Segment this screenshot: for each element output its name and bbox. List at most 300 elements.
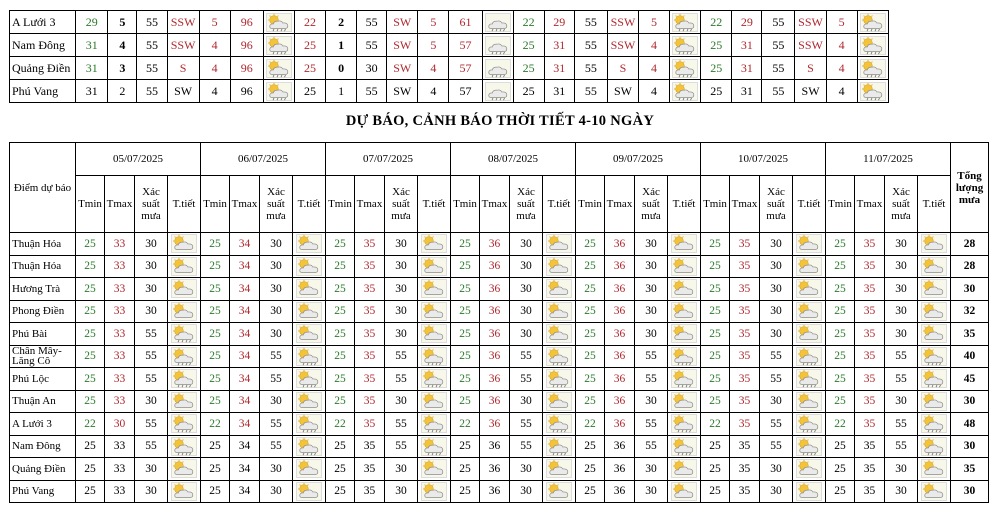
weather-cell xyxy=(668,390,701,413)
sun-cloud-rain-icon xyxy=(672,13,698,32)
tmin-cell: 25 xyxy=(76,390,105,413)
rain-probability-cell: 30 xyxy=(385,300,418,323)
date-header: 07/07/2025 xyxy=(326,143,451,176)
rain-probability-cell: 30 xyxy=(135,233,168,256)
value-cell: 55 xyxy=(357,80,387,103)
weather-cell xyxy=(418,345,451,368)
weather-cell xyxy=(168,368,201,391)
place-name: Quảng Điền xyxy=(10,458,76,481)
sun-cloud-icon xyxy=(171,279,197,298)
rain-probability-cell: 30 xyxy=(760,300,793,323)
place-name: Thuận Hóa xyxy=(10,255,76,278)
weather-cell xyxy=(668,435,701,458)
tmax-cell: 35 xyxy=(855,368,885,391)
place-name: Quảng Điền xyxy=(10,57,76,80)
rain-probability-cell: 55 xyxy=(760,368,793,391)
value-cell: 31 xyxy=(732,57,762,80)
tmin-cell: 25 xyxy=(76,345,105,368)
weather-cell xyxy=(293,345,326,368)
value-cell: 1 xyxy=(326,34,357,57)
prob-header: Xác suất mưa xyxy=(885,176,918,233)
value-cell: 31 xyxy=(544,34,574,57)
rain-probability-cell: 30 xyxy=(885,255,918,278)
tmin-cell: 25 xyxy=(326,233,355,256)
rain-probability-cell: 30 xyxy=(135,278,168,301)
date-header: 09/07/2025 xyxy=(576,143,701,176)
rain-probability-cell: 30 xyxy=(510,255,543,278)
tmin-cell: 25 xyxy=(76,435,105,458)
weather-cell xyxy=(793,435,826,458)
rain-probability-cell: 30 xyxy=(510,458,543,481)
sun-cloud-icon xyxy=(296,392,322,411)
tmax-cell: 35 xyxy=(730,278,760,301)
table-row xyxy=(10,57,889,80)
tmin-cell: 25 xyxy=(326,323,355,346)
weather-cell xyxy=(418,300,451,323)
tmin-cell: 25 xyxy=(451,300,480,323)
sun-cloud-icon xyxy=(921,234,947,253)
weather-cell xyxy=(668,345,701,368)
tmax-cell: 35 xyxy=(730,435,760,458)
weather-cell xyxy=(168,345,201,368)
sun-cloud-icon xyxy=(421,257,447,276)
tmax-cell: 36 xyxy=(605,255,635,278)
tmin-cell: 25 xyxy=(76,233,105,256)
rain-probability-cell: 30 xyxy=(885,458,918,481)
weather-cell xyxy=(793,390,826,413)
date-header: 06/07/2025 xyxy=(201,143,326,176)
tmin-cell: 25 xyxy=(451,368,480,391)
weather-cell xyxy=(918,323,951,346)
sun-cloud-icon xyxy=(671,257,697,276)
value-cell: 25 xyxy=(701,34,732,57)
tmin-cell: 25 xyxy=(451,323,480,346)
tmin-cell: 25 xyxy=(326,435,355,458)
value-cell: S xyxy=(607,57,638,80)
table-row xyxy=(10,300,989,323)
weather-cell xyxy=(670,57,701,80)
rain-probability-cell: 30 xyxy=(385,323,418,346)
tmin-cell: 22 xyxy=(326,413,355,436)
sun-cloud-rain-icon xyxy=(672,59,698,78)
rain-probability-cell: 30 xyxy=(135,255,168,278)
place-name: Hương Trà xyxy=(10,278,76,301)
weather-cell xyxy=(857,34,888,57)
value-cell: 55 xyxy=(357,34,387,57)
wx-header: T.tiết xyxy=(793,176,826,233)
tmin-cell: 25 xyxy=(76,368,105,391)
value-cell: SW xyxy=(387,57,418,80)
sun-cloud-rain-icon xyxy=(266,82,292,101)
tmax-cell: 36 xyxy=(605,390,635,413)
value-cell: 4 xyxy=(199,57,230,80)
weather-cell xyxy=(418,255,451,278)
tmax-cell: 35 xyxy=(730,390,760,413)
weather-cell xyxy=(918,435,951,458)
sun-cloud-rain-icon xyxy=(546,437,572,456)
tmax-cell: 36 xyxy=(480,255,510,278)
sun-cloud-rain-icon xyxy=(171,414,197,433)
tmin-cell: 25 xyxy=(701,368,730,391)
total-rain-cell: 30 xyxy=(951,480,989,503)
tmin-header: Tmin xyxy=(76,176,105,233)
sun-cloud-icon xyxy=(796,279,822,298)
tmax-cell: 34 xyxy=(230,345,260,368)
place-column-header: Điểm dự báo xyxy=(10,143,76,233)
tmax-cell: 35 xyxy=(730,368,760,391)
tmax-cell: 36 xyxy=(605,233,635,256)
tmax-cell: 35 xyxy=(730,458,760,481)
weather-cell xyxy=(263,11,294,34)
tmin-header: Tmin xyxy=(451,176,480,233)
sun-cloud-rain-icon xyxy=(796,347,822,366)
rain-probability-cell: 55 xyxy=(135,323,168,346)
value-cell: 5 xyxy=(108,11,137,34)
weather-cell xyxy=(918,368,951,391)
sun-cloud-rain-icon xyxy=(171,369,197,388)
rain-probability-cell: 30 xyxy=(760,323,793,346)
sun-cloud-rain-icon xyxy=(672,36,698,55)
value-cell: 4 xyxy=(638,57,669,80)
tmax-cell: 35 xyxy=(355,323,385,346)
place-name: Nam Đông xyxy=(10,34,76,57)
sun-cloud-icon xyxy=(296,302,322,321)
wx-header: T.tiết xyxy=(543,176,576,233)
tmax-cell: 35 xyxy=(355,390,385,413)
sun-cloud-icon xyxy=(796,459,822,478)
sun-cloud-icon xyxy=(921,459,947,478)
sun-cloud-icon xyxy=(671,279,697,298)
weather-cell xyxy=(263,80,294,103)
header-row-fields xyxy=(10,176,989,233)
tmax-cell: 35 xyxy=(355,300,385,323)
tmin-cell: 25 xyxy=(826,390,855,413)
rain-probability-cell: 30 xyxy=(135,480,168,503)
value-cell: S xyxy=(167,57,199,80)
table-row xyxy=(10,80,889,103)
rain-probability-cell: 30 xyxy=(635,458,668,481)
tmax-header: Tmax xyxy=(605,176,635,233)
weather-cell xyxy=(293,278,326,301)
value-cell: 4 xyxy=(199,34,230,57)
wx-header: T.tiết xyxy=(293,176,326,233)
value-cell: 55 xyxy=(574,34,607,57)
weather-cell xyxy=(293,368,326,391)
tmin-cell: 25 xyxy=(201,390,230,413)
tmin-cell: 22 xyxy=(76,413,105,436)
weather-cell xyxy=(418,390,451,413)
tmin-cell: 25 xyxy=(201,278,230,301)
rain-probability-cell: 30 xyxy=(760,480,793,503)
tmin-cell: 25 xyxy=(701,323,730,346)
tmin-cell: 25 xyxy=(576,278,605,301)
tmax-cell: 36 xyxy=(605,413,635,436)
value-cell: 25 xyxy=(294,57,325,80)
tmin-header: Tmin xyxy=(576,176,605,233)
sun-cloud-icon xyxy=(546,482,572,501)
value-cell: 25 xyxy=(513,80,544,103)
weather-cell xyxy=(418,435,451,458)
value-cell: 31 xyxy=(76,57,108,80)
value-cell: 55 xyxy=(137,57,167,80)
tmax-cell: 35 xyxy=(855,300,885,323)
weather-cell xyxy=(543,413,576,436)
rain-probability-cell: 30 xyxy=(260,255,293,278)
tmax-cell: 36 xyxy=(480,345,510,368)
rain-probability-cell: 30 xyxy=(135,390,168,413)
value-cell: SW xyxy=(387,34,418,57)
wx-header: T.tiết xyxy=(918,176,951,233)
weather-cell xyxy=(668,458,701,481)
rain-probability-cell: 30 xyxy=(885,300,918,323)
tmax-cell: 36 xyxy=(480,435,510,458)
tmin-cell: 25 xyxy=(326,345,355,368)
value-cell: SSW xyxy=(795,11,826,34)
sun-cloud-icon xyxy=(921,257,947,276)
hourly-forecast-table xyxy=(9,10,889,103)
weather-cell xyxy=(793,233,826,256)
rain-probability-cell: 30 xyxy=(385,255,418,278)
weather-cell xyxy=(293,413,326,436)
tmin-cell: 22 xyxy=(576,413,605,436)
sun-cloud-icon xyxy=(296,482,322,501)
weather-cell xyxy=(482,11,513,34)
sun-cloud-icon xyxy=(421,392,447,411)
weather-cell xyxy=(482,80,513,103)
tmin-cell: 25 xyxy=(701,435,730,458)
value-cell: 30 xyxy=(357,57,387,80)
tmax-cell: 35 xyxy=(355,435,385,458)
weather-cell xyxy=(670,80,701,103)
tmax-cell: 33 xyxy=(105,458,135,481)
total-rain-cell: 35 xyxy=(951,323,989,346)
tmin-cell: 25 xyxy=(701,458,730,481)
tmin-cell: 25 xyxy=(576,390,605,413)
weather-cell xyxy=(793,458,826,481)
place-name: A Lưới 3 xyxy=(10,413,76,436)
tmin-cell: 25 xyxy=(76,300,105,323)
weather-cell xyxy=(793,480,826,503)
tmax-cell: 34 xyxy=(230,458,260,481)
sun-cloud-icon xyxy=(421,482,447,501)
tmax-cell: 35 xyxy=(730,413,760,436)
weather-cell xyxy=(543,458,576,481)
weather-cell xyxy=(168,413,201,436)
date-header: 05/07/2025 xyxy=(76,143,201,176)
tmax-cell: 35 xyxy=(730,323,760,346)
rain-probability-cell: 55 xyxy=(260,368,293,391)
sun-cloud-rain-icon xyxy=(421,437,447,456)
rain-probability-cell: 30 xyxy=(385,233,418,256)
sun-cloud-icon xyxy=(171,482,197,501)
tmax-cell: 35 xyxy=(355,233,385,256)
weather-cell xyxy=(168,480,201,503)
tmax-cell: 34 xyxy=(230,255,260,278)
value-cell: 25 xyxy=(513,34,544,57)
value-cell: 31 xyxy=(76,34,108,57)
tmax-cell: 33 xyxy=(105,300,135,323)
tmax-cell: 35 xyxy=(355,413,385,436)
sun-cloud-icon xyxy=(296,459,322,478)
sun-cloud-rain-icon xyxy=(171,437,197,456)
tmin-cell: 25 xyxy=(576,368,605,391)
place-name: Nam Đông xyxy=(10,435,76,458)
tmin-cell: 22 xyxy=(701,413,730,436)
weather-cell xyxy=(668,233,701,256)
table-row xyxy=(10,435,989,458)
prob-header: Xác suất mưa xyxy=(260,176,293,233)
tmin-cell: 25 xyxy=(201,233,230,256)
weather-cell xyxy=(918,255,951,278)
sun-cloud-icon xyxy=(921,392,947,411)
sun-cloud-rain-icon xyxy=(296,369,322,388)
tmax-cell: 36 xyxy=(605,368,635,391)
tmax-cell: 35 xyxy=(355,255,385,278)
place-name: Phú Bài xyxy=(10,323,76,346)
tmax-cell: 35 xyxy=(855,233,885,256)
place-name: Phú Lộc xyxy=(10,368,76,391)
rain-probability-cell: 30 xyxy=(760,255,793,278)
rain-probability-cell: 30 xyxy=(510,480,543,503)
table-row xyxy=(10,368,989,391)
tmin-cell: 25 xyxy=(701,300,730,323)
sun-cloud-rain-icon xyxy=(921,369,947,388)
total-rain-header: Tổng lượng mưa xyxy=(951,143,989,233)
sun-cloud-rain-icon xyxy=(921,414,947,433)
tmin-cell: 25 xyxy=(701,278,730,301)
date-header: 10/07/2025 xyxy=(701,143,826,176)
tmax-cell: 35 xyxy=(855,458,885,481)
rain-probability-cell: 30 xyxy=(760,233,793,256)
sun-cloud-icon xyxy=(796,257,822,276)
sun-cloud-rain-icon xyxy=(171,324,197,343)
tmax-cell: 36 xyxy=(605,300,635,323)
weather-cell xyxy=(670,11,701,34)
table-row xyxy=(10,255,989,278)
value-cell: 57 xyxy=(449,80,482,103)
weather-cell xyxy=(293,323,326,346)
sun-cloud-rain-icon xyxy=(546,414,572,433)
sun-cloud-icon xyxy=(796,302,822,321)
value-cell: 2 xyxy=(108,80,137,103)
total-rain-cell: 40 xyxy=(951,345,989,368)
weather-cell xyxy=(293,255,326,278)
sun-cloud-icon xyxy=(671,302,697,321)
rain-probability-cell: 30 xyxy=(510,323,543,346)
prob-header: Xác suất mưa xyxy=(385,176,418,233)
rain-probability-cell: 55 xyxy=(635,413,668,436)
value-cell: 61 xyxy=(449,11,482,34)
tmin-cell: 22 xyxy=(451,413,480,436)
weather-cell xyxy=(668,300,701,323)
tmin-cell: 25 xyxy=(576,480,605,503)
sun-cloud-rain-icon xyxy=(671,369,697,388)
sun-cloud-rain-icon xyxy=(171,347,197,366)
tmax-cell: 36 xyxy=(480,323,510,346)
rain-probability-cell: 30 xyxy=(885,278,918,301)
value-cell: 55 xyxy=(762,57,795,80)
value-cell: 3 xyxy=(108,57,137,80)
weather-cell xyxy=(668,255,701,278)
value-cell: 5 xyxy=(199,11,230,34)
weather-cell xyxy=(293,458,326,481)
sun-cloud-icon xyxy=(421,279,447,298)
tmin-cell: 25 xyxy=(826,458,855,481)
sun-cloud-icon xyxy=(421,302,447,321)
sun-cloud-icon xyxy=(921,482,947,501)
value-cell: 4 xyxy=(199,80,230,103)
weather-cell xyxy=(293,233,326,256)
tmax-cell: 36 xyxy=(605,323,635,346)
tmax-cell: 35 xyxy=(730,300,760,323)
tmin-header: Tmin xyxy=(326,176,355,233)
sun-cloud-rain-icon xyxy=(796,414,822,433)
tmin-cell: 25 xyxy=(201,368,230,391)
tmin-cell: 25 xyxy=(826,300,855,323)
sun-cloud-rain-icon xyxy=(671,414,697,433)
tmin-cell: 25 xyxy=(576,458,605,481)
tmin-cell: 25 xyxy=(826,345,855,368)
prob-header: Xác suất mưa xyxy=(510,176,543,233)
weather-cell xyxy=(293,435,326,458)
tmax-cell: 35 xyxy=(855,345,885,368)
tmin-cell: 25 xyxy=(326,458,355,481)
tmax-cell: 35 xyxy=(355,458,385,481)
tmin-cell: 25 xyxy=(826,368,855,391)
rain-probability-cell: 55 xyxy=(635,368,668,391)
tmin-cell: 25 xyxy=(826,233,855,256)
tmax-cell: 35 xyxy=(855,323,885,346)
tmax-cell: 36 xyxy=(605,480,635,503)
value-cell: 4 xyxy=(826,57,857,80)
tmax-cell: 34 xyxy=(230,368,260,391)
weather-cell xyxy=(168,255,201,278)
tmax-cell: 35 xyxy=(855,278,885,301)
weather-cell xyxy=(482,34,513,57)
weather-cell xyxy=(918,390,951,413)
weather-cell xyxy=(418,323,451,346)
tmin-cell: 25 xyxy=(826,435,855,458)
tmax-cell: 34 xyxy=(230,390,260,413)
weather-cell xyxy=(168,278,201,301)
tmin-cell: 25 xyxy=(451,390,480,413)
sun-cloud-icon xyxy=(171,459,197,478)
rain-probability-cell: 30 xyxy=(635,300,668,323)
tmin-cell: 25 xyxy=(201,458,230,481)
sun-cloud-icon xyxy=(546,392,572,411)
weather-cell xyxy=(918,345,951,368)
value-cell: 4 xyxy=(826,34,857,57)
weather-cell xyxy=(293,390,326,413)
rain-probability-cell: 30 xyxy=(260,278,293,301)
table-row xyxy=(10,458,989,481)
tmin-cell: 25 xyxy=(326,390,355,413)
sun-cloud-rain-icon xyxy=(266,59,292,78)
weather-cell xyxy=(168,390,201,413)
rain-probability-cell: 55 xyxy=(385,413,418,436)
tmax-cell: 35 xyxy=(355,278,385,301)
value-cell: 29 xyxy=(76,11,108,34)
value-cell: SW xyxy=(167,80,199,103)
sun-cloud-icon xyxy=(171,302,197,321)
sun-cloud-rain-icon xyxy=(921,437,947,456)
weather-cell xyxy=(668,278,701,301)
total-rain-cell: 35 xyxy=(951,458,989,481)
tmax-cell: 33 xyxy=(105,345,135,368)
sun-cloud-rain-icon xyxy=(796,369,822,388)
value-cell: 4 xyxy=(418,80,449,103)
tmin-cell: 25 xyxy=(451,345,480,368)
